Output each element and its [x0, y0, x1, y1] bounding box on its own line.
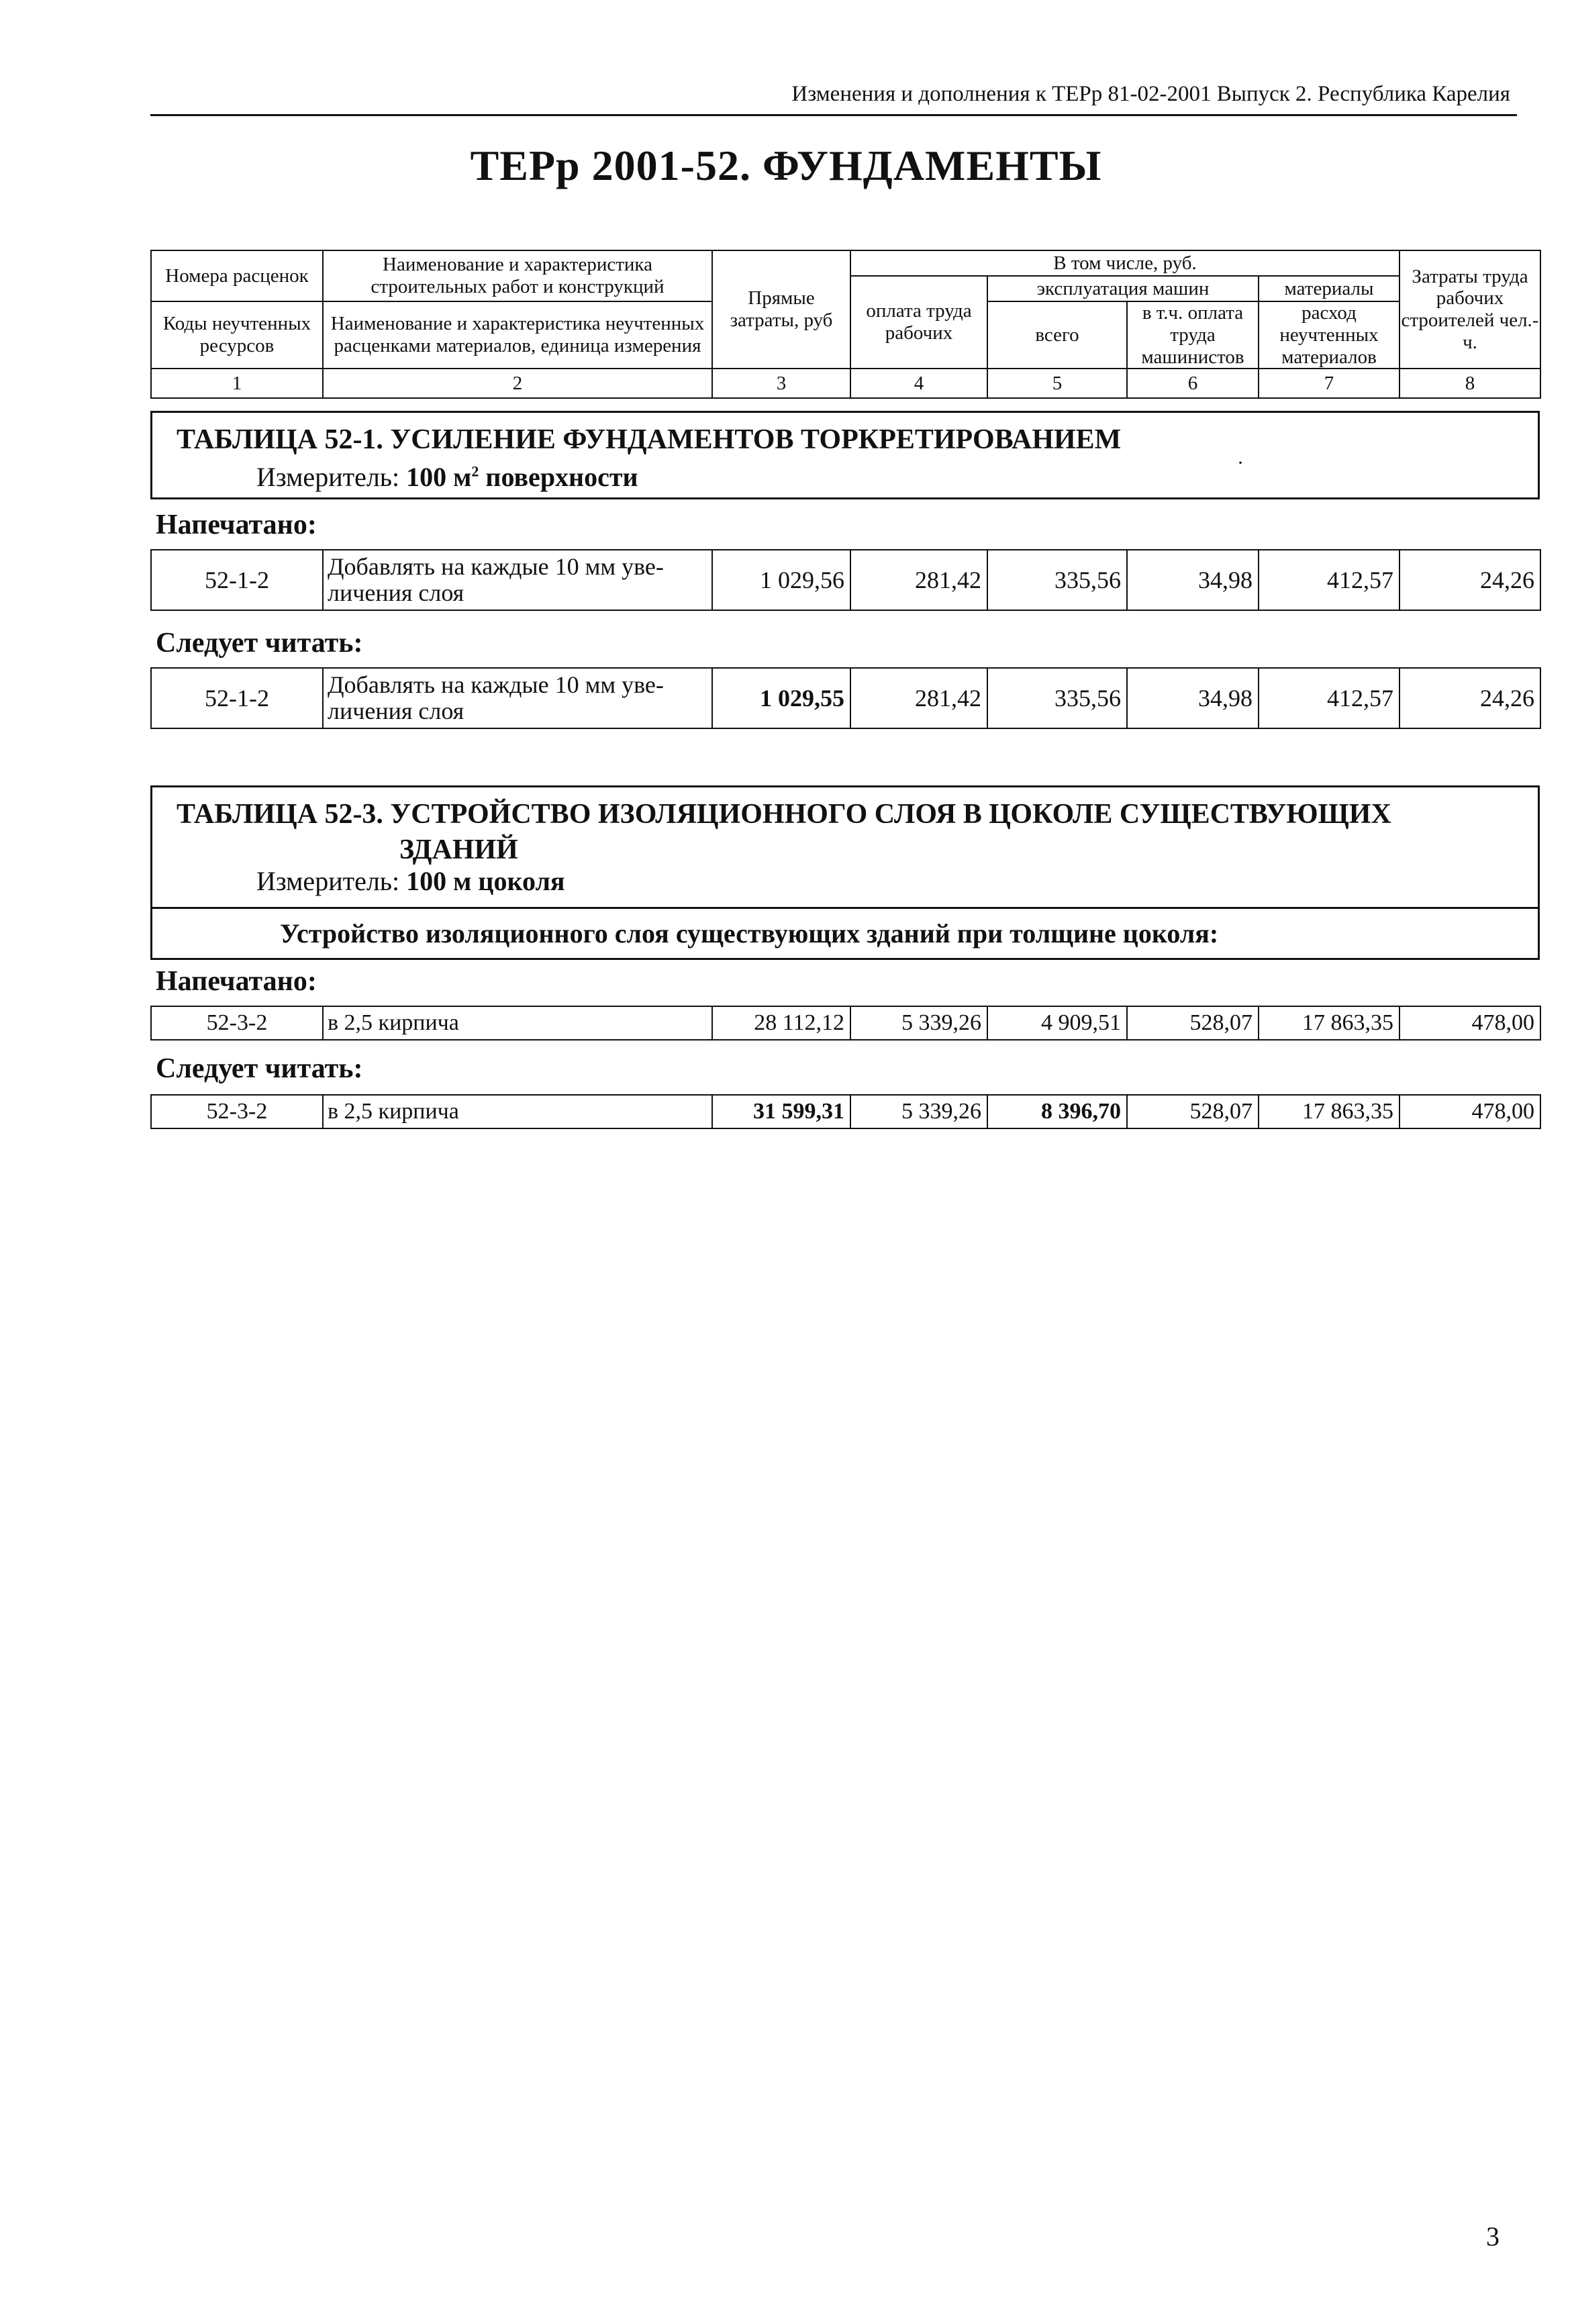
materials: 17 863,35: [1259, 1006, 1399, 1040]
worker-pay: 5 339,26: [850, 1006, 987, 1040]
stray-dot: ·: [1237, 452, 1244, 474]
header-worker-pay: оплата труда рабочих: [850, 276, 987, 369]
col-number: 4: [850, 369, 987, 398]
col-number: 3: [712, 369, 850, 398]
printed-row-52-1-2: [150, 549, 1541, 611]
machines-total: 335,56: [987, 550, 1127, 610]
col-number: 7: [1259, 369, 1399, 398]
header-material-name: Наименование и характеристика неучтенных расценками материалов, единица измерения: [323, 301, 712, 369]
header-work-name: Наименование и характеристика строительных работ и конструкций: [323, 250, 712, 301]
header-unaccounted-materials: расход неучтенных материалов: [1259, 301, 1399, 369]
operator-pay: 528,07: [1127, 1006, 1259, 1040]
worker-pay: 5 339,26: [850, 1095, 987, 1128]
rate-name: [323, 668, 712, 728]
corrected-row-52-1-2: [150, 667, 1541, 729]
direct-costs: 28 112,12: [712, 1006, 850, 1040]
header-including: В том числе, руб.: [850, 250, 1399, 276]
measure-label: Измеритель:: [256, 866, 400, 896]
rate-code: 52-3-2: [151, 1006, 323, 1040]
direct-costs: 1 029,56: [712, 550, 850, 610]
section-measure: [256, 461, 638, 493]
page-number: 3: [1486, 2221, 1500, 2252]
col-number: 8: [1399, 369, 1540, 398]
measure-rest: поверхности: [479, 462, 638, 492]
document-title: ТЕРр 2001-52. ФУНДАМЕНТЫ: [470, 142, 1102, 189]
operator-pay: 34,98: [1127, 550, 1259, 610]
header-rate-numbers: Номера расценок: [151, 250, 323, 301]
materials: 412,57: [1259, 550, 1399, 610]
rate-name-line2: личения слоя: [328, 697, 464, 724]
rate-name: в 2,5 кирпича: [323, 1006, 712, 1040]
rate-name-line1: Добавлять на каждые 10 мм уве-: [328, 553, 664, 581]
section-divider: [152, 907, 1538, 909]
labor-hours: 478,00: [1399, 1006, 1540, 1040]
header-operator-pay: в т.ч. оплата труда машинистов: [1127, 301, 1259, 369]
rate-name: в 2,5 кирпича: [323, 1095, 712, 1128]
labor-hours: 478,00: [1399, 1095, 1540, 1128]
section-52-3-heading: [150, 785, 1540, 960]
header-resource-codes: Коды неучтенных ресурсов: [151, 301, 323, 369]
measure-value: 100 м цоколя: [406, 866, 565, 896]
rate-name: [323, 550, 712, 610]
section-title-line2: ЗДАНИЙ: [399, 834, 518, 865]
worker-pay: 281,42: [850, 550, 987, 610]
printed-label: Напечатано:: [156, 966, 317, 997]
measure-label: Измеритель:: [256, 462, 400, 492]
labor-hours: 24,26: [1399, 668, 1540, 728]
rate-name-line1: Добавлять на каждые 10 мм уве-: [328, 671, 664, 699]
machines-total: 8 396,70: [987, 1095, 1127, 1128]
section-measure: [256, 865, 565, 897]
labor-hours: 24,26: [1399, 550, 1540, 610]
col-number: 2: [323, 369, 712, 398]
header-machines-total: всего: [987, 301, 1127, 369]
materials: 412,57: [1259, 668, 1399, 728]
rate-code: 52-1-2: [151, 668, 323, 728]
section-52-1-heading: [150, 411, 1540, 499]
rate-code: 52-1-2: [151, 550, 323, 610]
direct-costs: 1 029,55: [712, 668, 850, 728]
read-label: Следует читать:: [156, 628, 363, 659]
machines-total: 335,56: [987, 668, 1127, 728]
section-subheading: Устройство изоляционного слоя существующих зданий при толщине цоколя:: [280, 918, 1219, 949]
operator-pay: 34,98: [1127, 668, 1259, 728]
section-title-line1: ТАБЛИЦА 52-3. УСТРОЙСТВО ИЗОЛЯЦИОННОГО СЛОЯ В ЦОКОЛЕ СУЩЕСТВУЮЩИХ: [177, 799, 1391, 830]
read-label: Следует читать:: [156, 1053, 363, 1084]
col-number: 1: [151, 369, 323, 398]
header-rule: [150, 114, 1517, 116]
col-number: 5: [987, 369, 1127, 398]
running-header: Изменения и дополнения к ТЕРр 81-02-2001 Выпуск 2. Республика Карелия: [791, 82, 1510, 106]
header-machine-operation: эксплуатация машин: [987, 276, 1259, 301]
section-title: [177, 797, 1391, 867]
machines-total: 4 909,51: [987, 1006, 1127, 1040]
direct-costs: 31 599,31: [712, 1095, 850, 1128]
col-number: 6: [1127, 369, 1259, 398]
measure-superscript: 2: [471, 463, 479, 480]
section-title: ТАБЛИЦА 52-1. УСИЛЕНИЕ ФУНДАМЕНТОВ ТОРКРЕТИРОВАНИЕМ: [177, 424, 1122, 455]
materials: 17 863,35: [1259, 1095, 1399, 1128]
worker-pay: 281,42: [850, 668, 987, 728]
printed-row-52-3-2: [150, 1006, 1541, 1040]
printed-label: Напечатано:: [156, 510, 317, 540]
column-header-table: [150, 250, 1541, 399]
header-materials: материалы: [1259, 276, 1399, 301]
header-labor-hours: Затраты труда рабочих строителей чел.-ч.: [1399, 250, 1540, 369]
measure-value: 100 м: [406, 462, 472, 492]
rate-name-line2: личения слоя: [328, 579, 464, 606]
header-direct-costs: Прямые затраты, руб: [712, 250, 850, 369]
corrected-row-52-3-2: [150, 1094, 1541, 1129]
rate-code: 52-3-2: [151, 1095, 323, 1128]
operator-pay: 528,07: [1127, 1095, 1259, 1128]
